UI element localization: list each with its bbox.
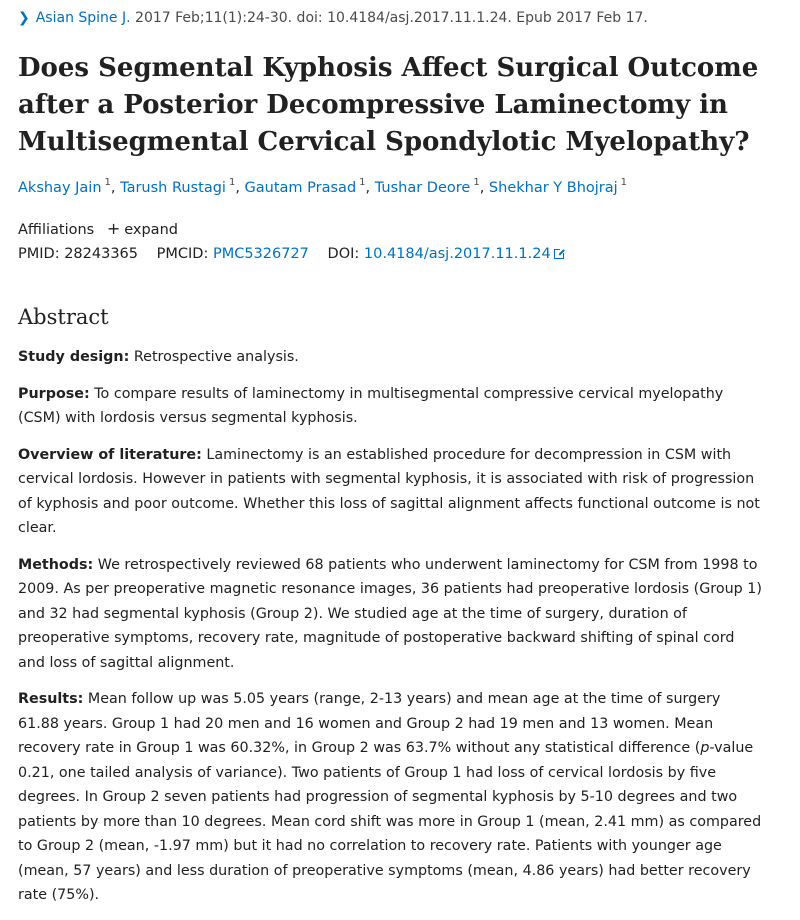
pmid-value: 28243365 [64,246,139,262]
section-text: Retrospective analysis. [133,349,299,365]
citation-line [18,10,648,26]
section-text: To compare results of laminectomy in multisegmental compressive cervical myelopathy (CSM) with lordosis versus segmental kyphosis. [18,385,724,426]
author-link[interactable]: Tarush Rustagi [120,180,226,196]
abstract-heading: Abstract [18,305,109,329]
doi-link[interactable]: 10.4184/asj.2017.11.1.24 [363,246,551,262]
section-italic: p [700,740,710,756]
section-label: Results: [18,691,84,707]
pmcid-link[interactable]: PMC5326727 [212,246,309,262]
author-list: Akshay Jain $^1$, Tarush Rustagi $^1$, Gautam Prasad $^1$, Tushar Deore $^1$, Shekhar Y Bhojraj $^1$ [18,177,628,196]
author-link[interactable]: Gautam Prasad [244,180,357,196]
external-link-icon[interactable] [554,249,564,259]
doi-label: DOI: [327,246,360,262]
section-label: Study design: [18,349,130,365]
author-link[interactable]: Akshay Jain [18,180,102,196]
affiliation-ref[interactable]: 1 [104,177,111,188]
affiliations-expand-button[interactable] [106,219,178,238]
section-text: Mean follow up was 5.05 years (range, 2-13 years) and mean age at the time of surgery 61.88 years. Group 1 had 20 men and 16 women and Group 2 had 19 men and 13 women. Mean recovery rate in Group 1 was 60.32%, in Group 2 was 63.7% without any statistical difference ( [18,691,721,756]
author-link[interactable]: Shekhar Y Bhojraj [488,180,618,196]
affiliation-ref[interactable]: 1 [620,177,628,188]
section-label: Methods: [18,556,94,573]
identifiers-row [18,246,564,262]
section-text: Laminectomy is an established procedure for decompression in CSM with cervical lordosis. However in patients with segmental kyphosis, it is associated with risk of progression of kyphosis and poor outcome. Whether this loss of sagittal alignment affects functional outcome is not clear. [18,446,760,536]
affiliation-ref[interactable]: 1 [473,177,480,188]
abstract-section [18,382,763,431]
section-text: -value 0.21, one tailed analysis of variance). Two patients of Group 1 had loss of cervical lordosis by five degrees. In Group 2 seven patients had progression of segmental kyphosis by 5-10 degrees and two patients by more than 10 degrees. Mean cord shift was more in Group 1 (mean, 2.41 mm) as compared to Group 2 (mean, -1.97 mm) but it had no correlation to recovery rate. Patients with younger age (mean, 57 years) and less duration of preoperative symptoms (mean, 4.86 years) had better recovery rate (75%). [18,740,762,903]
author-link[interactable]: Tushar Deore [374,180,471,196]
article-title: Does Segmental Kyphosis Affect Surgical Outcome after a Posterior Decompressive Laminectomy in Multisegmental Cervical Spondylotic Myelopathy? [18,53,759,157]
affiliations-label: Affiliations [18,222,95,238]
affiliation-ref[interactable]: 1 [359,177,366,188]
abstract-section [18,345,763,370]
affiliation-ref[interactable]: 1 [228,177,236,188]
pmid-label: PMID: [18,246,60,262]
abstract-section [18,443,763,541]
journal-link[interactable]: Asian Spine J. [35,10,131,26]
affiliations-row [18,219,178,238]
abstract-section [18,553,763,676]
section-label: Purpose: [18,385,90,402]
pmcid-label: PMCID: [156,246,209,262]
expand-label: expand [124,222,178,238]
citation-details: 2017 Feb;11(1):24-30. doi: 10.4184/asj.2017.11.1.24. Epub 2017 Feb 17. [135,10,648,26]
abstract-section [18,687,763,908]
plus-icon: + [106,219,121,238]
section-text: We retrospectively reviewed 68 patients who underwent laminectomy for CSM from 1998 to 2009. As per preoperative magnetic resonance images, 36 patients had preoperative lordosis (Group 1) and 32 had segmental kyphosis (Group 2). We studied age at the time of surgery, duration of preoperative symptoms, recovery rate, magnitude of postoperative backward shifting of spinal cord and loss of sagittal alignment. [18,556,762,671]
section-label: Overview of literature: [18,446,202,463]
chevron-right-icon[interactable]: ❯ [18,10,30,26]
abstract-body [18,345,763,920]
